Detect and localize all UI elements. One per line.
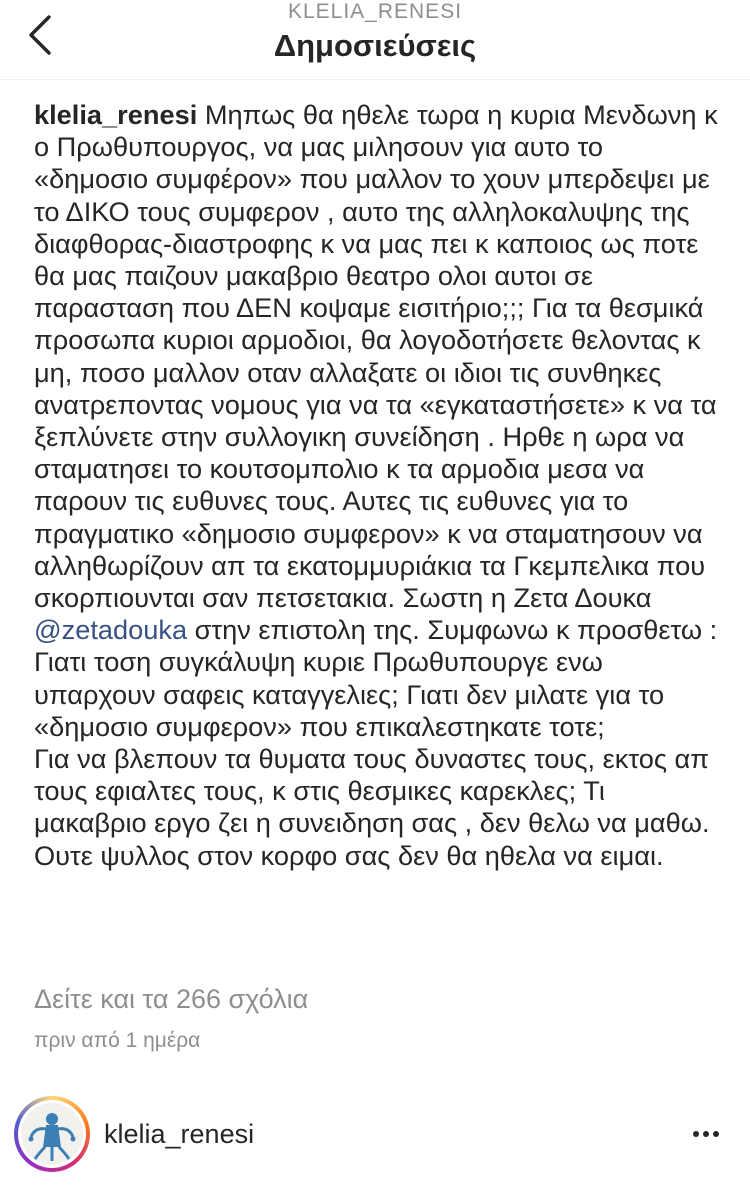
post-username[interactable]: klelia_renesi [104,1119,255,1149]
caption-text: Για να βλεπουν τα θυματα τους δυναστες τους, εκτος απ τους εφιαλτες τους, κ στις θεσμικες καρεκλες; Τι μακαβριο εργο ζει η συνειδηση σας , δεν θελω να μαθω. Ουτε ψυλλος στον κορφο σας δεν θα ηθελα να ειμαι. [34,743,710,871]
next-post-header [0,1086,750,1186]
top-nav-bar [0,0,750,80]
caption-text: στην επιστολη της. Συμφωνω κ προσθετω : Γιατι τοση συγκάλυψη κυριε Πρωθυπουργε ενω υπαρχουν σαφεις καταγγελιες; Γιατι δεν μιλατε για το «δημοσιο συμφερον» που επικαλεστηκατε τοτε; [34,614,718,742]
post-timestamp: πριν από 1 ημέρα [34,1029,201,1052]
more-options-button[interactable] [686,1116,726,1152]
more-options-icon [693,1131,699,1137]
post-caption [34,99,724,872]
caption-paragraph [34,99,724,743]
avatar-figure-icon [21,1103,83,1165]
view-all-comments-link[interactable]: Δείτε και τα 266 σχόλια [34,984,309,1014]
caption-paragraph [34,743,724,872]
avatar[interactable] [14,1096,90,1172]
account-name: KLELIA_RENESI [287,0,463,23]
mention-link[interactable]: @zetadouka [34,614,188,646]
page-title: Δημοσιεύσεις [273,28,477,63]
caption-text: Μηπως θα ηθελε τωρα η κυρια Μενδωνη κ ο Πρωθυπουργος, να μας μιλησουν για αυτο το «δημοσιο συμφέρον» που μαλλον το χουν μπερδεψει με το ΔΙΚΟ τους συμφερον , αυτο της αλληλοκαλυψης της διαφθορας-διαστροφης κ να μας πει κ καποιος ως ποτε θα μας παιζουν μακαβριο θεατρο ολοι αυτοι σε παρασταση που ΔΕΝ κοψαμε εισιτήριο;;; Για τα θεσμικά προσωπα κυριοι αρμοδιοι, θα λογοδοτήσετε θελοντας κ μη, ποσο μαλλον οταν αλλαξατε οι ιδιοι τις συνθηκες ανατρεποντας νομους για να τα «εγκαταστήσετε» κ να τα ξεπλύνετε στην συλλογικη συνείδηση . Ηρθε η ωρα να σταματησει το κουτσομπολιο κ τα αρμοδια μεσα να παρουν τις ευθυνες τους. Αυτες τις ευθυνες για το πραγματικο «δημοσιο συμφερον» κ να σταματησουν να αλληθωρίζουν απ τα εκατομμυριάκια τα Γκεμπελικα που σκορπιουνται σαν πετσετακια. Σωστη η Ζετα Δουκα [34,99,718,614]
scrolled-content-edge [255,70,315,80]
caption-username[interactable]: klelia_renesi [34,99,198,130]
